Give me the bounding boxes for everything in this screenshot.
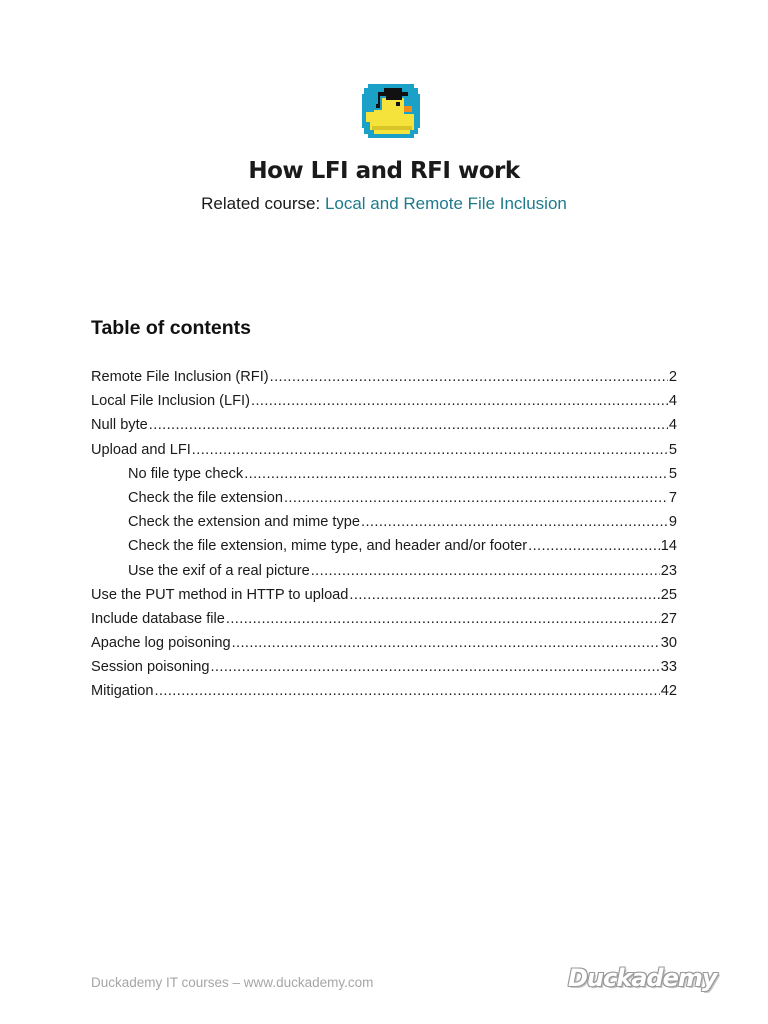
toc-entry[interactable] [91, 611, 677, 635]
toc-entry-label: Remote File Inclusion (RFI) [91, 369, 269, 385]
toc-entry[interactable] [91, 442, 677, 466]
toc-entry-page: 25 [660, 586, 677, 603]
toc-entry-label: Check the file extension [128, 489, 283, 506]
related-course-label: Related course: [201, 194, 325, 213]
toc-dot-leader [149, 417, 668, 433]
toc-entry-page: 4 [668, 393, 677, 410]
toc-entry-page: 5 [668, 441, 677, 458]
toc-dot-leader [311, 563, 660, 579]
toc-entry-label: Use the exif of a real picture [128, 562, 310, 579]
toc-entry[interactable] [91, 587, 677, 611]
toc-dot-leader [284, 490, 668, 506]
toc-entry[interactable] [91, 514, 677, 538]
toc-entry[interactable] [91, 683, 677, 707]
duck-logo-icon [362, 84, 420, 138]
toc-dot-leader [244, 466, 668, 482]
toc-entry-page: 9 [668, 514, 677, 531]
toc-entry-label: Upload and LFI [91, 441, 191, 458]
toc-dot-leader [349, 587, 659, 603]
toc-entry-label: Null byte [91, 417, 148, 434]
toc-entry-page: 42 [660, 683, 677, 700]
toc-dot-leader [361, 514, 668, 530]
toc-entry[interactable] [91, 490, 677, 514]
toc-entry-label: Mitigation [91, 683, 154, 700]
toc-dot-leader [270, 369, 668, 385]
footer-logo: Duckademy [568, 964, 717, 992]
toc-entry[interactable] [91, 417, 677, 441]
toc-entry[interactable] [91, 538, 677, 562]
toc-heading: Table of contents [91, 317, 251, 339]
footer-text: Duckademy IT courses – www.duckademy.com [91, 975, 374, 990]
table-of-contents [91, 369, 677, 708]
toc-entry-label: Local File Inclusion (LFI) [91, 393, 250, 410]
toc-entry-page: 5 [668, 465, 677, 482]
toc-dot-leader [192, 442, 668, 458]
toc-dot-leader [232, 635, 660, 651]
toc-entry-page: 14 [660, 538, 677, 555]
toc-entry-page: 30 [660, 635, 677, 652]
toc-entry-page: 33 [660, 659, 677, 676]
related-course-link[interactable]: Local and Remote File Inclusion [324, 194, 567, 213]
related-course-line [0, 194, 768, 214]
toc-entry-page: 2 [668, 369, 677, 385]
toc-entry[interactable] [91, 563, 677, 587]
toc-entry[interactable] [91, 393, 677, 417]
toc-entry-label: Session poisoning [91, 659, 210, 676]
toc-entry[interactable] [91, 659, 677, 683]
toc-entry-label: Check the file extension, mime type, and header and/or footer [128, 538, 528, 555]
toc-entry-label: Use the PUT method in HTTP to upload [91, 586, 349, 603]
toc-dot-leader [251, 393, 668, 409]
toc-entry-page: 7 [668, 489, 677, 506]
toc-dot-leader [210, 659, 659, 675]
toc-entry[interactable] [91, 466, 677, 490]
toc-dot-leader [528, 538, 660, 554]
toc-entry-label: Check the extension and mime type [128, 514, 361, 531]
toc-entry-label: Apache log poisoning [91, 635, 231, 652]
toc-dot-leader [226, 611, 660, 627]
toc-entry-label: Include database file [91, 610, 225, 627]
toc-entry[interactable] [91, 635, 677, 659]
toc-entry-label: No file type check [128, 465, 244, 482]
toc-entry-page: 4 [668, 417, 677, 434]
document-title: How LFI and RFI work [248, 158, 520, 184]
toc-entry[interactable] [91, 369, 677, 393]
toc-entry-page: 23 [660, 562, 677, 579]
toc-entry-page: 27 [660, 610, 677, 627]
toc-dot-leader [154, 683, 659, 699]
